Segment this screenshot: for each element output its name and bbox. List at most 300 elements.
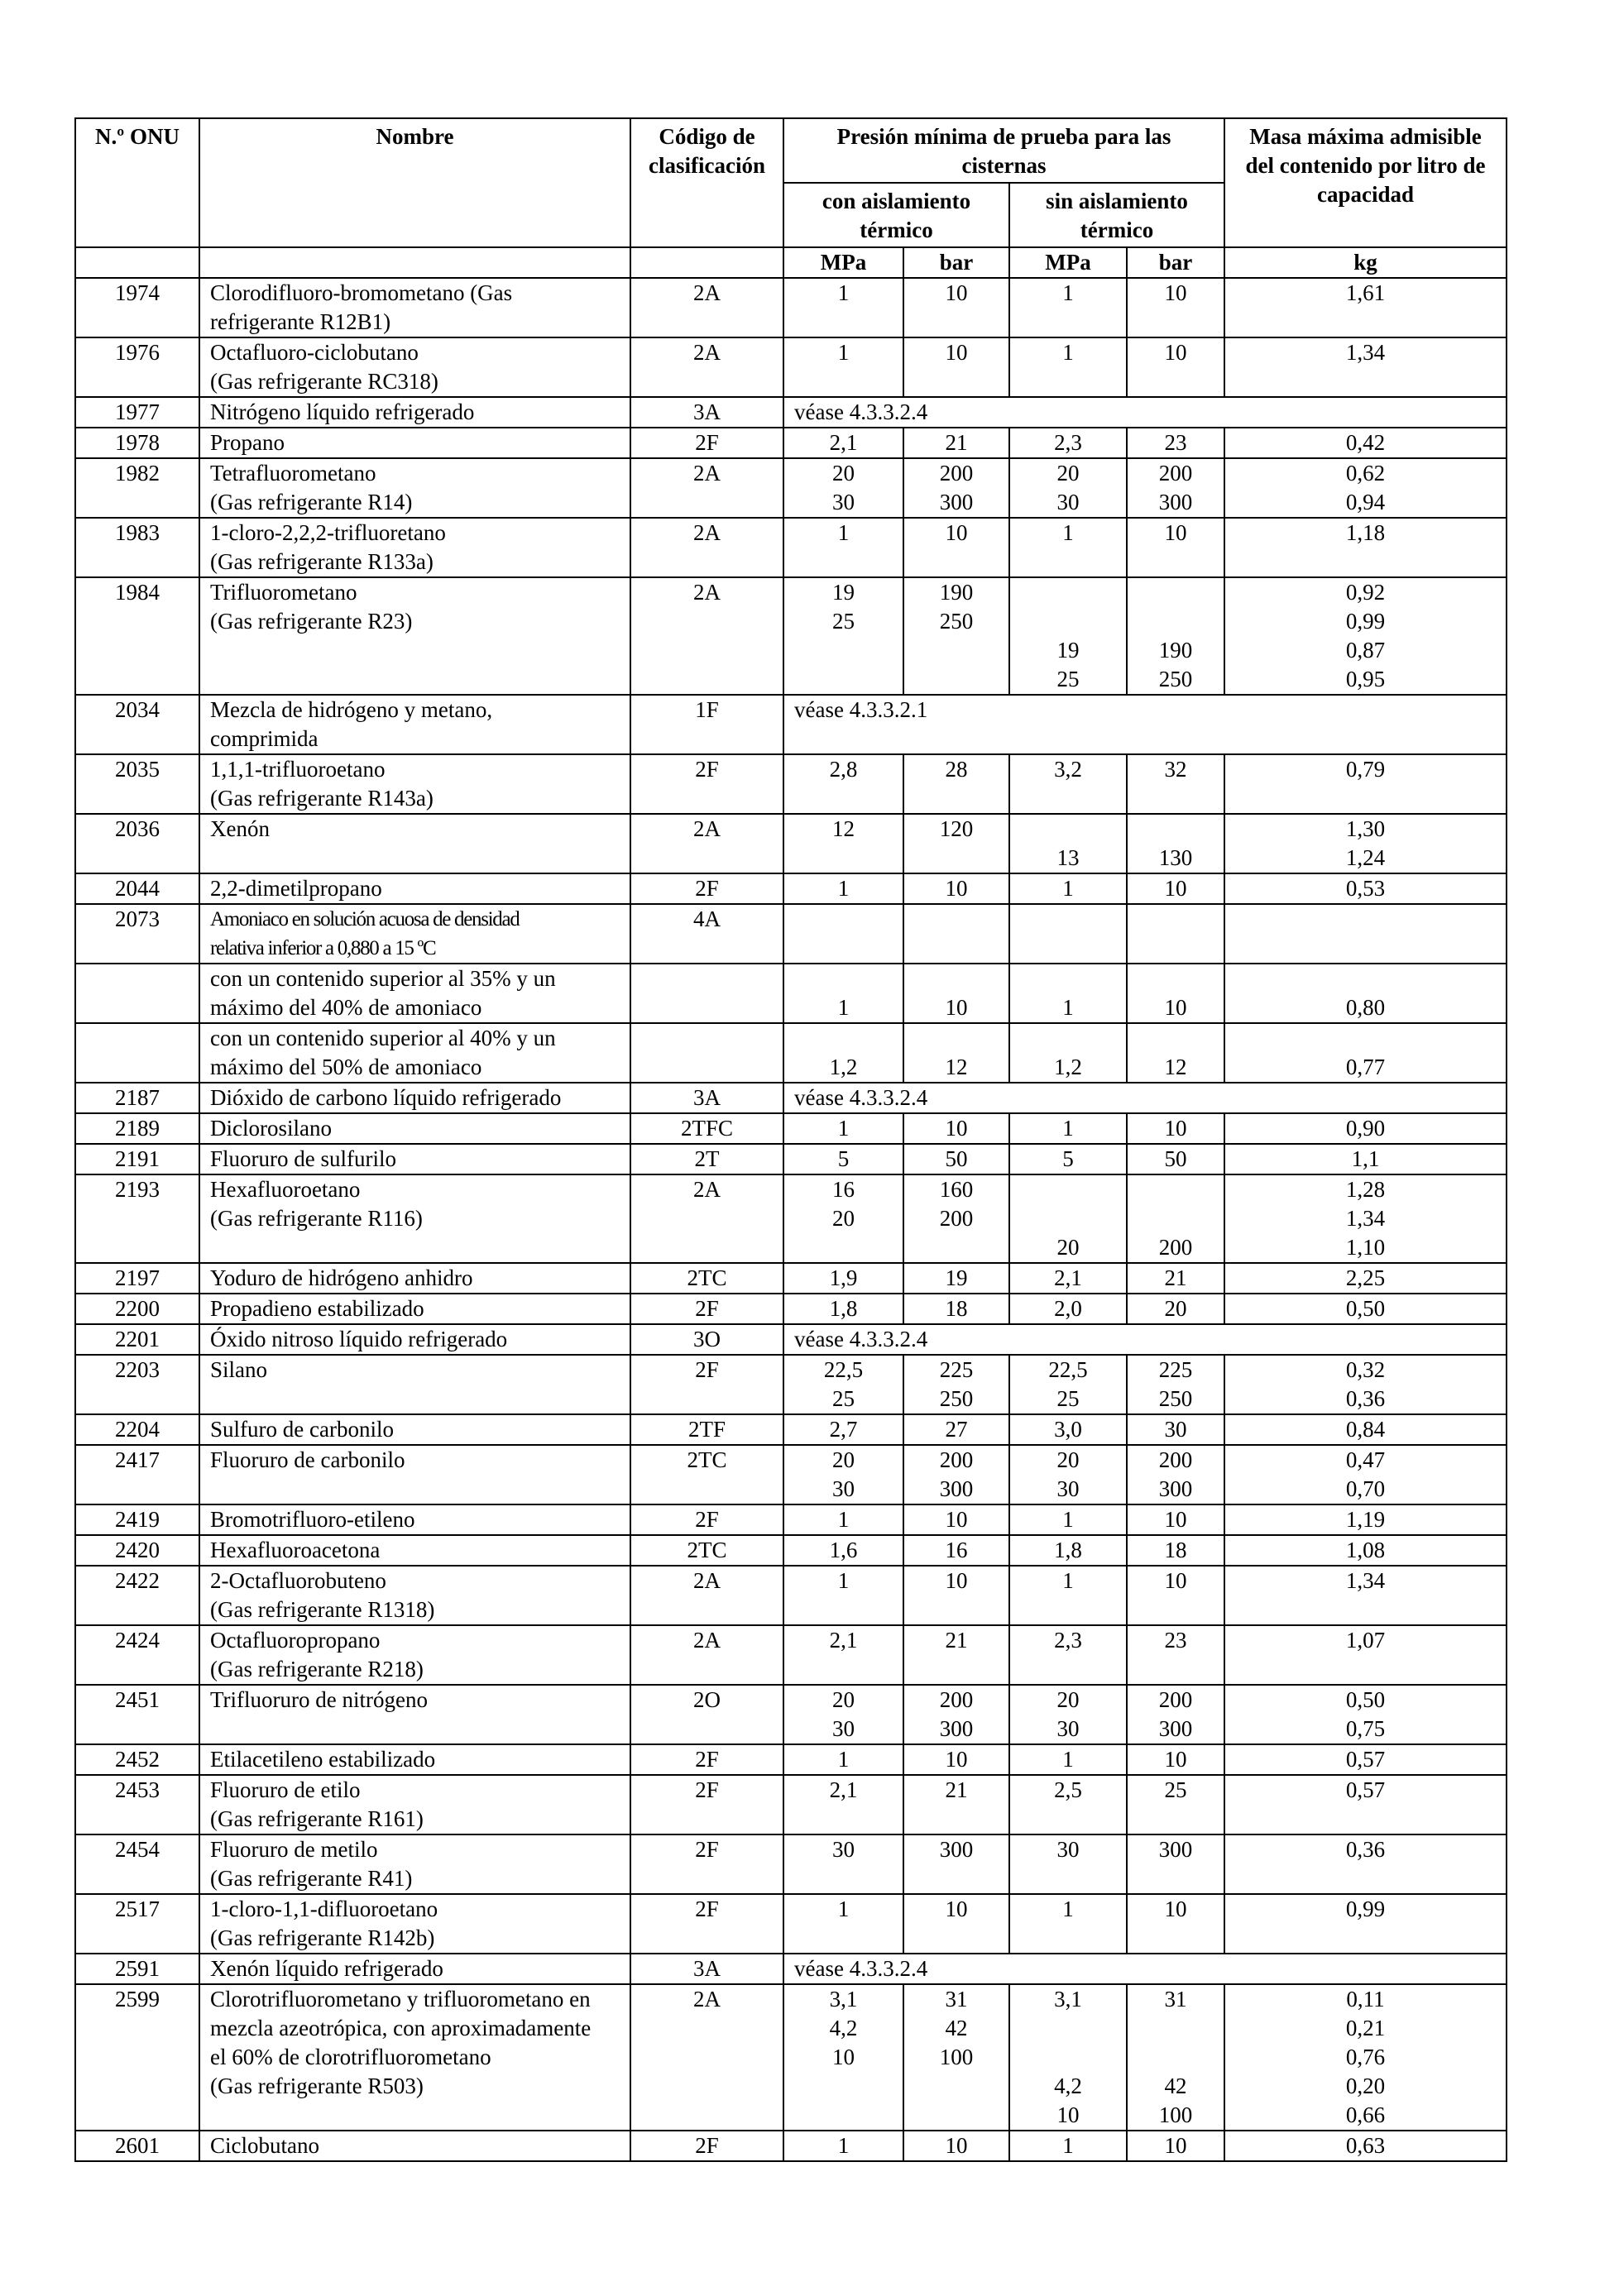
cell-kg	[1224, 337, 1507, 397]
value-line: 1,19	[1345, 1507, 1386, 1532]
num-text: 1984	[115, 580, 160, 605]
value-line: 10	[945, 1897, 968, 1921]
cell-num	[75, 1834, 199, 1894]
cell-mpa2	[1009, 1625, 1127, 1685]
cell-num	[75, 754, 199, 814]
name-line: Mezcla de hidrógeno y metano,	[210, 697, 493, 722]
cell-bar1	[903, 1834, 1009, 1894]
value-line: 0,62	[1345, 461, 1386, 486]
name-line: 2-Octafluorobuteno	[210, 1568, 386, 1593]
value-line: 2,3	[1054, 1628, 1082, 1653]
value-line: 1,61	[1345, 280, 1386, 305]
value-line: 0,87	[1345, 638, 1386, 662]
value-line: 200	[939, 1687, 974, 1712]
cell-code	[630, 1294, 783, 1324]
cell-bar1	[903, 1566, 1009, 1625]
name-line: Fluoruro de etilo	[210, 1777, 361, 1802]
value-line: 30	[1056, 1476, 1080, 1501]
value-line: 10	[945, 2133, 968, 2158]
cell-mpa2	[1009, 1685, 1127, 1744]
value-line: 1	[1062, 876, 1074, 901]
cell-num	[75, 964, 199, 1023]
value-line: 1,2	[1054, 1055, 1082, 1079]
value-line: 27	[945, 1417, 968, 1442]
cell-num	[75, 1414, 199, 1445]
value-line	[1138, 2043, 1214, 2072]
code-text: 2A	[693, 816, 721, 841]
name-line: Silano	[210, 1357, 268, 1382]
value-line: 10	[945, 1116, 968, 1141]
value-line: 10	[1164, 280, 1187, 305]
cell-num	[75, 814, 199, 873]
cell-bar2	[1127, 1834, 1224, 1894]
value-line: 0,80	[1345, 995, 1386, 1020]
table-row	[75, 1744, 1507, 1775]
cell-kg	[1224, 1894, 1507, 1954]
code-text: 2F	[695, 876, 719, 901]
cell-num	[75, 1685, 199, 1744]
value-line: 0,99	[1345, 609, 1386, 634]
value-line: 2,25	[1345, 1265, 1386, 1290]
num-text: 2517	[115, 1897, 160, 1921]
cell-mpa1	[783, 337, 903, 397]
cell-num	[75, 1894, 199, 1954]
cell-code	[630, 1984, 783, 2131]
num-text: 2453	[115, 1777, 160, 1802]
table-row	[75, 904, 1507, 964]
name-line: Fluoruro de carbonilo	[210, 1447, 405, 1472]
cell-bar2	[1127, 577, 1224, 695]
value-line: 300	[1158, 1716, 1193, 1741]
cell-mpa2	[1009, 428, 1127, 458]
value-line: 190	[1158, 638, 1193, 662]
cell-bar1	[903, 278, 1009, 337]
code-text: 2F	[695, 1777, 719, 1802]
cell-bar2	[1127, 1504, 1224, 1535]
value-line: 10	[945, 1747, 968, 1772]
code-text: 3A	[693, 1085, 721, 1110]
value-line: 1,18	[1345, 520, 1386, 545]
cell-mpa1	[783, 1023, 903, 1083]
value-line: 20	[1164, 1296, 1187, 1321]
value-line: 1,10	[1345, 1235, 1386, 1260]
value-line: 0,66	[1345, 2102, 1386, 2127]
value-line: 2,1	[1054, 1265, 1082, 1290]
cell-kg	[1224, 1984, 1507, 2131]
code-text: 2A	[693, 1628, 721, 1653]
code-text: 2F	[695, 757, 719, 782]
cell-bar1	[903, 577, 1009, 695]
cell-code	[630, 1445, 783, 1504]
code-text: 2A	[693, 520, 721, 545]
cell-bar2	[1127, 873, 1224, 904]
value-line: 1	[837, 340, 850, 365]
cell-num	[75, 1144, 199, 1174]
cell-kg	[1224, 1566, 1507, 1625]
cell-num	[75, 1324, 199, 1355]
table-row	[75, 1294, 1507, 1324]
value-line	[1138, 815, 1214, 844]
value-line: 1	[1062, 1116, 1074, 1141]
cell-mpa2	[1009, 1414, 1127, 1445]
value-line: 2,1	[829, 430, 858, 455]
value-line	[1138, 2014, 1214, 2043]
value-line: 30	[832, 490, 855, 514]
value-line: 300	[939, 1837, 974, 1862]
cell-mpa2	[1009, 1263, 1127, 1294]
value-line: 0,92	[1345, 580, 1386, 605]
num-text: 2201	[115, 1327, 160, 1351]
value-line	[1138, 578, 1214, 607]
num-text: 1974	[115, 280, 160, 305]
cell-name	[199, 1174, 630, 1263]
cell-bar2	[1127, 428, 1224, 458]
value-line	[1020, 1024, 1116, 1053]
value-line: 130	[1158, 845, 1193, 870]
value-line: 300	[939, 1716, 974, 1741]
cell-code	[630, 904, 783, 964]
cell-mpa1	[783, 1113, 903, 1144]
code-text: 2F	[695, 1507, 719, 1532]
name-line: (Gas refrigerante R41)	[210, 1866, 413, 1891]
cell-code	[630, 1504, 783, 1535]
value-line: 28	[945, 757, 968, 782]
cell-mpa2	[1009, 518, 1127, 577]
name-line: Yoduro de hidrógeno anhidro	[210, 1265, 473, 1290]
name-line: (Gas refrigerante R1318)	[210, 1597, 435, 1622]
cell-kg	[1224, 1445, 1507, 1504]
num-text: 2204	[115, 1417, 160, 1442]
cell-num	[75, 873, 199, 904]
cell-bar2	[1127, 1625, 1224, 1685]
value-line	[1235, 964, 1496, 993]
name-line: máximo del 40% de amoniaco	[210, 995, 482, 1020]
cell-name	[199, 1566, 630, 1625]
value-line: 200	[1158, 1235, 1193, 1260]
cell-bar2	[1127, 1023, 1224, 1083]
table-row	[75, 1685, 1507, 1744]
cell-num	[75, 1355, 199, 1414]
table-row	[75, 1445, 1507, 1504]
value-line: 1	[837, 1568, 850, 1593]
value-line: 10	[945, 340, 968, 365]
cell-mpa2	[1009, 577, 1127, 695]
value-line	[1020, 2043, 1116, 2072]
cell-code	[630, 397, 783, 428]
header-unit-mpa-insulated: MPa	[783, 247, 903, 278]
cell-bar2	[1127, 1294, 1224, 1324]
num-text: 1982	[115, 461, 160, 486]
value-line	[1138, 964, 1214, 993]
value-line: 225	[939, 1357, 974, 1382]
table-row	[75, 964, 1507, 1023]
cell-bar2	[1127, 1414, 1224, 1445]
value-line: 0,50	[1345, 1296, 1386, 1321]
num-text	[86, 964, 189, 993]
num-text: 2452	[115, 1747, 160, 1772]
cell-note	[783, 695, 1507, 754]
value-line: 1,34	[1345, 340, 1386, 365]
value-line: 19	[832, 580, 855, 605]
cell-name	[199, 1775, 630, 1834]
cell-bar1	[903, 1445, 1009, 1504]
cell-kg	[1224, 1834, 1507, 1894]
value-line: 1,8	[1054, 1538, 1082, 1562]
cell-num	[75, 1954, 199, 1984]
gas-tank-table	[74, 117, 1507, 2162]
cell-bar2	[1127, 754, 1224, 814]
cell-kg	[1224, 964, 1507, 1023]
value-line: 25	[1056, 1386, 1080, 1411]
cell-kg	[1224, 754, 1507, 814]
cell-bar2	[1127, 1113, 1224, 1144]
note-text: véase 4.3.3.2.4	[794, 1956, 928, 1981]
table-row	[75, 1083, 1507, 1113]
value-line: 5	[1062, 1146, 1074, 1171]
cell-mpa2	[1009, 1566, 1127, 1625]
cell-name	[199, 1894, 630, 1954]
cell-kg	[1224, 1174, 1507, 1263]
cell-num	[75, 1744, 199, 1775]
value-line	[794, 964, 893, 993]
value-line: 21	[945, 1777, 968, 1802]
cell-code	[630, 1263, 783, 1294]
cell-bar1	[903, 754, 1009, 814]
cell-bar1	[903, 1535, 1009, 1566]
name-line: Diclorosilano	[210, 1116, 332, 1141]
cell-bar2	[1127, 1744, 1224, 1775]
cell-mpa2	[1009, 1445, 1127, 1504]
table-row	[75, 1263, 1507, 1294]
table-row	[75, 1144, 1507, 1174]
cell-bar2	[1127, 1355, 1224, 1414]
value-line: 10	[832, 2045, 855, 2069]
code-text: 2F	[695, 430, 719, 455]
code-text: 2A	[693, 580, 721, 605]
value-line: 21	[1164, 1265, 1187, 1290]
cell-name	[199, 1414, 630, 1445]
cell-name	[199, 1535, 630, 1566]
table-row	[75, 518, 1507, 577]
cell-kg	[1224, 2131, 1507, 2161]
cell-code	[630, 1174, 783, 1263]
value-line: 10	[1164, 1116, 1187, 1141]
table-row	[75, 1954, 1507, 1984]
value-line: 1,28	[1345, 1177, 1386, 1202]
value-line: 10	[945, 1507, 968, 1532]
code-text: 2A	[693, 1987, 721, 2011]
cell-kg	[1224, 1144, 1507, 1174]
value-line: 20	[832, 1206, 855, 1231]
table-row	[75, 577, 1507, 695]
value-line: 0,53	[1345, 876, 1386, 901]
code-text: 2TF	[687, 1417, 726, 1442]
cell-note	[783, 1083, 1507, 1113]
value-line: 0,42	[1345, 430, 1386, 455]
value-line: 300	[1158, 1476, 1193, 1501]
name-line: Bromotrifluoro-etileno	[210, 1507, 415, 1532]
value-line: 3,0	[1054, 1417, 1082, 1442]
cell-bar2	[1127, 1263, 1224, 1294]
value-line: 22,5	[1048, 1357, 1088, 1382]
cell-mpa2	[1009, 873, 1127, 904]
value-line: 0,21	[1345, 2016, 1386, 2040]
cell-num	[75, 1294, 199, 1324]
name-line: Sulfuro de carbonilo	[210, 1417, 394, 1442]
value-line: 200	[939, 1447, 974, 1472]
cell-bar1	[903, 1294, 1009, 1324]
cell-name	[199, 1984, 630, 2131]
cell-code	[630, 1023, 783, 1083]
cell-name	[199, 695, 630, 754]
value-line: 10	[1164, 340, 1187, 365]
cell-kg	[1224, 873, 1507, 904]
num-text: 2454	[115, 1837, 160, 1862]
cell-bar2	[1127, 1984, 1224, 2131]
name-line: Xenón líquido refrigerado	[210, 1956, 443, 1981]
cell-mpa1	[783, 428, 903, 458]
cell-num	[75, 2131, 199, 2161]
cell-mpa2	[1009, 458, 1127, 518]
code-text: 3O	[693, 1327, 721, 1351]
header-num: N.º ONU	[75, 118, 199, 247]
cell-bar1	[903, 1113, 1009, 1144]
cell-code	[630, 1083, 783, 1113]
cell-bar2	[1127, 904, 1224, 964]
cell-mpa2	[1009, 964, 1127, 1023]
note-text: véase 4.3.3.2.1	[794, 697, 928, 722]
cell-name	[199, 1685, 630, 1744]
cell-bar1	[903, 1414, 1009, 1445]
cell-bar2	[1127, 1174, 1224, 1263]
value-line: 30	[1056, 1716, 1080, 1741]
value-line: 30	[832, 1716, 855, 1741]
cell-bar2	[1127, 1535, 1224, 1566]
code-text: 2T	[694, 1146, 720, 1171]
cell-bar2	[1127, 1445, 1224, 1504]
cell-mpa2	[1009, 1294, 1127, 1324]
value-line: 23	[1164, 1628, 1187, 1653]
cell-num	[75, 458, 199, 518]
code-text: 2F	[695, 1357, 719, 1382]
value-line: 31	[1164, 1987, 1187, 2011]
cell-bar1	[903, 458, 1009, 518]
value-line: 42	[1164, 2074, 1187, 2098]
cell-kg	[1224, 1294, 1507, 1324]
name-line: 1,1,1-trifluoroetano	[210, 757, 386, 782]
code-text: 3A	[693, 399, 721, 424]
name-line: Clorotrifluorometano y trifluorometano en	[210, 1987, 591, 2011]
cell-num	[75, 397, 199, 428]
cell-code	[630, 577, 783, 695]
cell-mpa2	[1009, 1504, 1127, 1535]
value-line: 100	[939, 2045, 974, 2069]
value-line: 1	[837, 995, 850, 1020]
value-line: 2,7	[829, 1417, 858, 1442]
cell-name	[199, 1445, 630, 1504]
value-line: 0,36	[1345, 1837, 1386, 1862]
value-line: 200	[939, 461, 974, 486]
value-line: 300	[939, 1476, 974, 1501]
cell-name	[199, 1023, 630, 1083]
value-line: 2,1	[829, 1777, 858, 1802]
value-line: 200	[1158, 1447, 1193, 1472]
value-line: 2,5	[1054, 1777, 1082, 1802]
code-text: 2A	[693, 1177, 721, 1202]
code-text: 2TC	[687, 1265, 727, 1290]
value-line: 1	[1062, 1568, 1074, 1593]
value-line: 5	[837, 1146, 850, 1171]
value-line: 31	[945, 1987, 968, 2011]
num-text: 2417	[115, 1447, 160, 1472]
num-text: 2044	[115, 876, 160, 901]
header-without-insulation: sin aislamiento térmico	[1009, 183, 1224, 247]
value-line: 0,32	[1345, 1357, 1386, 1382]
cell-mpa1	[783, 1445, 903, 1504]
cell-code	[630, 337, 783, 397]
value-line: 0,94	[1345, 490, 1386, 514]
cell-kg	[1224, 1414, 1507, 1445]
cell-bar2	[1127, 814, 1224, 873]
value-line: 19	[945, 1265, 968, 1290]
code-text	[641, 1024, 773, 1053]
cell-bar2	[1127, 1566, 1224, 1625]
value-line: 16	[832, 1177, 855, 1202]
name-line: (Gas refrigerante R116)	[210, 1206, 423, 1231]
table-row	[75, 873, 1507, 904]
name-line: Fluoruro de metilo	[210, 1837, 378, 1862]
name-line: con un contenido superior al 35% y un	[210, 966, 556, 991]
header-unit-mpa-uninsulated: MPa	[1009, 247, 1127, 278]
name-line: Hexafluoroetano	[210, 1177, 361, 1202]
value-line: 300	[1158, 1837, 1193, 1862]
value-line: 0,50	[1345, 1687, 1386, 1712]
value-line: 0,79	[1345, 757, 1386, 782]
value-line: 10	[945, 1568, 968, 1593]
value-line: 20	[1056, 461, 1080, 486]
code-text: 2A	[693, 1568, 721, 1593]
value-line: 1	[1062, 340, 1074, 365]
cell-code	[630, 1566, 783, 1625]
cell-num	[75, 1775, 199, 1834]
num-text: 2203	[115, 1357, 160, 1382]
value-line: 160	[939, 1177, 974, 1202]
cell-mpa1	[783, 577, 903, 695]
table-row	[75, 397, 1507, 428]
cell-mpa2	[1009, 1834, 1127, 1894]
cell-num	[75, 1113, 199, 1144]
value-line: 250	[1158, 1386, 1193, 1411]
name-line: máximo del 50% de amoniaco	[210, 1055, 482, 1079]
value-line: 200	[1158, 461, 1193, 486]
name-line: Nitrógeno líquido refrigerado	[210, 399, 475, 424]
value-line: 30	[1056, 1837, 1080, 1862]
table-row	[75, 1566, 1507, 1625]
name-line: Ciclobutano	[210, 2133, 319, 2158]
num-text: 2419	[115, 1507, 160, 1532]
value-line: 2,3	[1054, 430, 1082, 455]
table-row	[75, 1023, 1507, 1083]
name-line: mezcla azeotrópica, con aproximadamente	[210, 2016, 592, 2040]
cell-num	[75, 1083, 199, 1113]
name-line: Amoniaco en solución acuosa de densidad	[210, 908, 520, 930]
cell-bar2	[1127, 2131, 1224, 2161]
name-line: refrigerante R12B1)	[210, 309, 391, 334]
cell-name	[199, 2131, 630, 2161]
code-text: 2F	[695, 1747, 719, 1772]
cell-code	[630, 428, 783, 458]
code-text: 2F	[695, 1837, 719, 1862]
